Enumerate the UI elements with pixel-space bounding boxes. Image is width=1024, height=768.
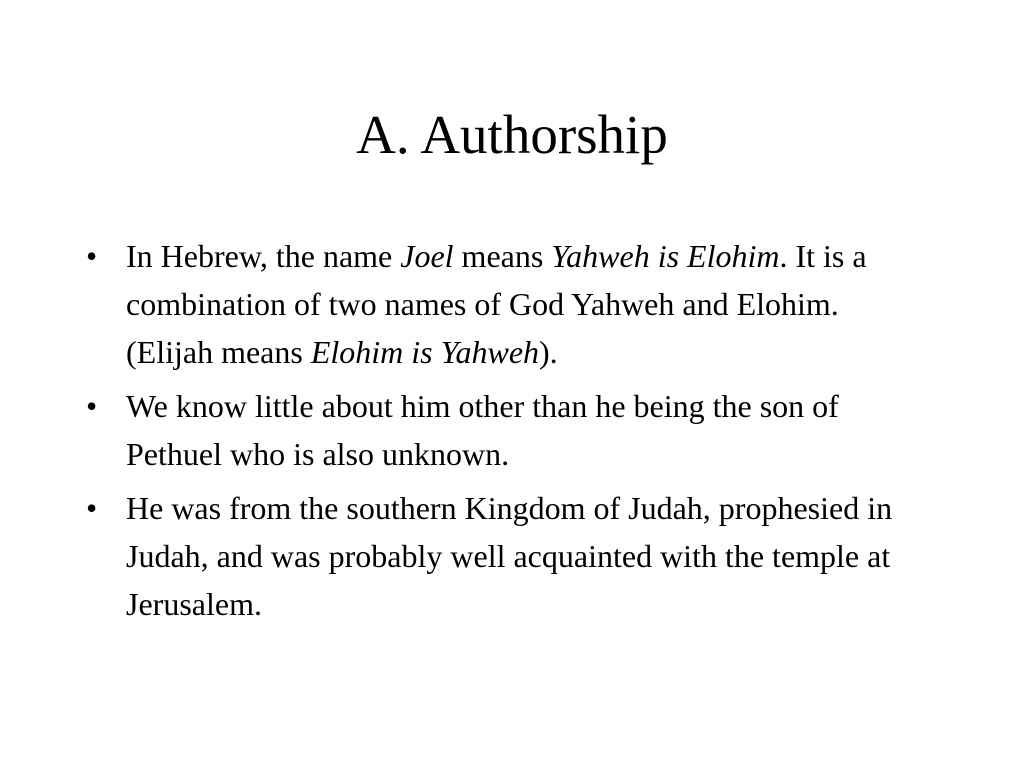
italic-term-yahweh-is-elohim: Yahweh is Elohim [551, 238, 780, 274]
italic-term-joel: Joel [400, 238, 454, 274]
bullet-text: He was from the southern Kingdom of Judah, prophesied in Judah, and was probably well acquainted with the temple at Jerusalem. [126, 490, 893, 622]
bullet-text: We know little about him other than he being the son of Pethuel who is also unknown. [126, 388, 839, 472]
bullet-icon: • [86, 238, 98, 274]
bullet-item-judah [86, 484, 926, 628]
bullet-item-little-known [86, 382, 926, 478]
italic-term-elohim-is-yahweh: Elohim is Yahweh [310, 334, 540, 370]
bullet-icon: • [86, 490, 98, 526]
bullet-icon: • [86, 388, 98, 424]
bullet-text: In Hebrew, the name Joel means Yahweh is Elohim. It is a combination of two names of God Yahweh and Elohim. (Elijah means Elohim is Yahweh). [126, 238, 867, 370]
bullet-list [86, 232, 926, 634]
bullet-item-joel-meaning [86, 232, 926, 376]
slide-title: A. Authorship [356, 104, 668, 165]
